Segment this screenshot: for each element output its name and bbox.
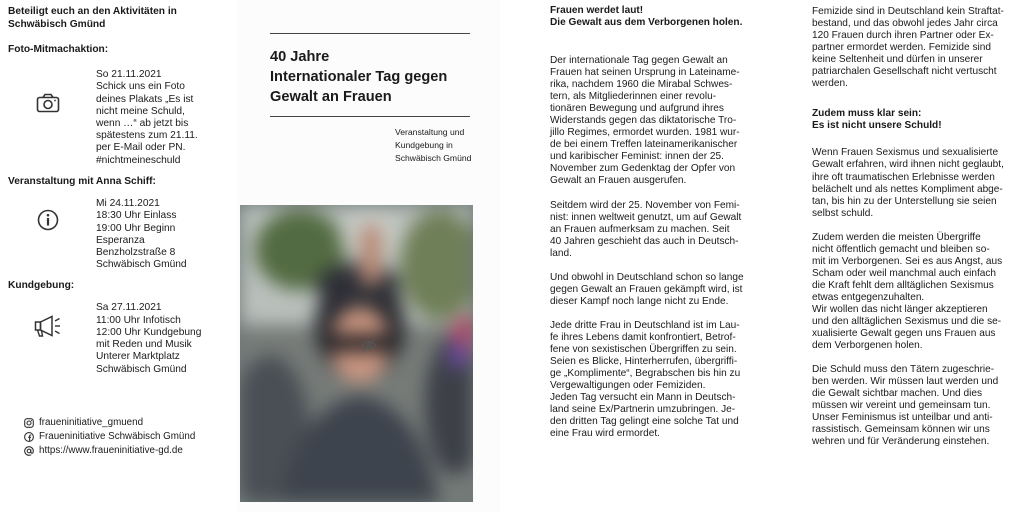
paragraph-gap (812, 352, 1004, 364)
text-line: xualisierte Gewalt gegen uns Frauen aus (812, 328, 996, 340)
veranstaltung-line: Esperanza (96, 235, 145, 246)
foto-heading: Foto-Mitmachaktion: (8, 44, 109, 55)
text-line: Gewalt an Frauen ausgerufen. (550, 175, 687, 187)
text-line: ihre oft traumatischen Erlebnisse werden (812, 171, 995, 183)
kundgebung-line: Sa 27.11.2021 (96, 302, 162, 313)
text-line: tan, bis hin zu der Unterstellung sie seien (812, 195, 997, 207)
text-line: etwas entgegenzuhalten. (812, 291, 925, 303)
text-line: keine Seltenheit und dürfen in unserer (812, 54, 983, 66)
text-line: den dritten Tag gelingt eine solche Tat und (550, 416, 739, 428)
text-line: wehren und für Veränderung einstehen. (812, 436, 990, 448)
kundgebung-line: Unterer Marktplatz (96, 351, 180, 362)
foto-line: #nichtmeineschuld (96, 155, 181, 166)
foto-line: So 21.11.2021 (96, 69, 162, 80)
text-line: mit im Verborgenen. Sei es aus Angst, aus (812, 255, 1003, 267)
panel-article-1 (536, 0, 768, 512)
article-2-heading-line: Zudem muss klar sein: (812, 108, 922, 120)
title-rule-top (270, 33, 470, 34)
text-line: Unser Feminismus ist unteilbar und anti- (812, 412, 993, 424)
text-line: rassistisch. Gemeinsam können wir uns (812, 424, 990, 436)
text-line: dem Verborgenen holen. (812, 340, 923, 352)
text-line: müssen wir vereint und gemeinsam tun. (812, 400, 991, 412)
text-line: de bei einem Treffen lateinamerikanischer (550, 139, 738, 151)
veranstaltung-line: 18:30 Uhr Einlass (96, 210, 177, 221)
cover-photo (240, 205, 473, 502)
veranstaltung-line: Benzholzstraße 8 (96, 247, 176, 258)
foto-line: nicht meine Schuld, (96, 106, 185, 117)
text-line: und den alltäglichen Sexismus und die se- (812, 316, 1002, 328)
instagram-icon (24, 418, 34, 428)
kundgebung-line: mit Reden und Musik (96, 339, 192, 350)
text-line: dieser Kampf noch lange nicht zu Ende. (550, 295, 729, 307)
text-line: die Gewalt sichtbar machen. Und dies (812, 388, 982, 400)
photo-blur-layer (240, 205, 473, 502)
paragraph-gap (550, 260, 744, 272)
cover-title-line-1: 40 Jahre (270, 49, 330, 65)
foto-line: wenn …“ ab jetzt bis (96, 118, 189, 129)
text-line: 40 Jahren geschieht das auch in Deutsch- (550, 235, 739, 247)
text-line: Seitdem wird der 25. November von Femi- (550, 199, 740, 211)
paragraph-gap (812, 132, 1004, 147)
text-line: Jede dritte Frau in Deutschland ist im Lau- (550, 319, 740, 331)
megaphone-icon (34, 314, 62, 338)
text-line: fe ihres Lebens damit konfrontiert, Betrof- (550, 331, 736, 343)
text-line: ben werden. Wir müssen laut werden und (812, 376, 999, 388)
text-line: land. (550, 247, 572, 259)
text-line: Frauen hat seinen Ursprung in Lateiname- (550, 67, 740, 79)
text-line: tern, als Mitgliederinnen einer revolu- (550, 91, 717, 103)
text-line: belächelt und als nettes Kompliment abge- (812, 183, 1003, 195)
text-line: nicht öffentlich gemacht und bleiben so- (812, 243, 990, 255)
info-icon (37, 209, 59, 231)
foto-line: per E-Mail oder PN. (96, 142, 186, 153)
website-link[interactable]: https://www.fraueninitiative-gd.de (39, 445, 183, 456)
text-line: fene von sexistischen Übergriffen zu sein. (550, 343, 737, 355)
article-1-heading (550, 5, 742, 29)
article-1-heading-line: Frauen werdet laut! (550, 5, 644, 16)
veranstaltung-line: Schwäbisch Gmünd (96, 259, 187, 270)
foto-line: spätestens zum 21.11. (96, 130, 198, 141)
panel-article-2 (800, 0, 1024, 512)
text-line: Zudem werden die meisten Übergriffe (812, 231, 981, 243)
kundgebung-line: Schwäbisch Gmünd (96, 364, 187, 375)
text-line: November zum Gedenktag der Opfer von (550, 163, 736, 175)
instagram-link[interactable]: fraueninitiative_gmuend (39, 417, 144, 428)
intro-line-2: Schwäbisch Gmünd (8, 19, 106, 30)
foto-line: Schick uns ein Foto (96, 81, 185, 92)
cover-title-line-3: Gewalt an Frauen (270, 89, 392, 105)
kundgebung-line: 11:00 Uhr Infotisch (96, 315, 181, 326)
veranstaltung-line: Mi 24.11.2021 (96, 198, 160, 209)
cover-subtitle-line-2: Kundgebung in (395, 140, 453, 150)
kundgebung-heading: Kundgebung: (8, 280, 75, 291)
text-line: Scham oder weil manchmal auch einfach (812, 267, 997, 279)
text-line: tionären Bewegung und aufgrund ihres (550, 103, 724, 115)
article-1-body (550, 55, 744, 440)
paragraph-gap (550, 308, 744, 320)
text-line: Wenn Frauen Sexismus und sexualisierte (812, 147, 999, 159)
text-line: land seine Ex/Partnerin umzubringen. Je- (550, 404, 736, 416)
text-line: rika, nachdem 1960 die Mirabal Schwes- (550, 79, 733, 91)
article-2-heading-line: Es ist nicht unsere Schuld! (812, 120, 942, 132)
text-line: und karibischer Feminist: innen der 25. (550, 151, 724, 163)
facebook-link[interactable]: Fraueninitiative Schwäbisch Gmünd (39, 431, 196, 442)
article-1-heading-line: Die Gewalt aus dem Verborgenen holen. (550, 17, 743, 29)
text-line: die Kraft fehlt dem alltäglichen Sexismus (812, 279, 994, 291)
cover-subtitle-line-3: Schwäbisch Gmünd (395, 153, 472, 163)
text-line: partner ermordet werden. Femizide sind (812, 42, 991, 54)
article-2-body (812, 6, 1004, 449)
text-line: Vergewaltigungen oder Femiziden. (550, 380, 706, 392)
cover-subtitle-line-1: Veranstaltung und (395, 127, 465, 137)
text-line: jillo Regimes, ermordet wurden. 1981 wur- (550, 127, 740, 139)
text-line: Seien es Blicke, Hinterherrufen, übergriffi- (550, 356, 738, 368)
paragraph-gap (812, 90, 1004, 108)
text-line: Femizide sind in Deutschland kein Straftat- (812, 6, 1004, 17)
cover-title-line-2: Internationaler Tag gegen (270, 69, 448, 85)
text-line: an Frauen aufmerksam zu machen. Seit (550, 223, 730, 235)
foto-line: deines Plakats „Es ist (96, 94, 194, 105)
paragraph-gap (812, 220, 1004, 232)
camera-icon (36, 93, 60, 113)
text-line: Die Schuld muss den Tätern zugeschrie- (812, 364, 995, 376)
text-line: ge „Komplimente“, Begrabschen bis hin zu (550, 368, 741, 380)
text-line: gegen Gewalt an Frauen gekämpft wird, ist (550, 283, 743, 295)
paragraph-gap (550, 188, 744, 200)
text-line: Der internationale Tag gegen Gewalt an (550, 55, 728, 66)
veranstaltung-line: 19:00 Uhr Beginn (96, 223, 176, 234)
text-line: Und obwohl in Deutschland schon so lange (550, 271, 744, 283)
text-line: bestand, und das obwohl jedes Jahr circa (812, 18, 998, 30)
text-line: Gewalt erfahren, wird ihnen nicht geglaubt, (812, 159, 1004, 171)
text-line: patriarchalen Gesellschaft nicht vertuscht (812, 66, 997, 78)
kundgebung-line: 12:00 Uhr Kundgebung (96, 327, 202, 338)
panel-events (0, 0, 238, 512)
text-line: nist: innen weltweit genutzt, um auf Gewalt (550, 211, 742, 223)
veranstaltung-heading: Veranstaltung mit Anna Schiff: (8, 176, 156, 187)
at-icon (24, 446, 34, 456)
intro-line-1: Beteiligt euch an den Aktivitäten in (8, 6, 177, 17)
text-line: 120 Frauen durch ihren Partner oder Ex- (812, 30, 994, 42)
title-rule-bottom (270, 116, 470, 117)
eye-slash-icon (361, 338, 377, 352)
text-line: selbst schuld. (812, 207, 874, 219)
text-line: Widerstands gegen das diktatorische Tro- (550, 115, 737, 127)
text-line: Jeden Tag versucht ein Mann in Deutsch- (550, 392, 736, 404)
text-line: eine Frau wird ermordet. (550, 428, 660, 440)
text-line: werden. (812, 78, 848, 90)
facebook-icon (24, 432, 34, 442)
text-line: Wir wollen das nicht länger akzeptieren (812, 303, 988, 315)
